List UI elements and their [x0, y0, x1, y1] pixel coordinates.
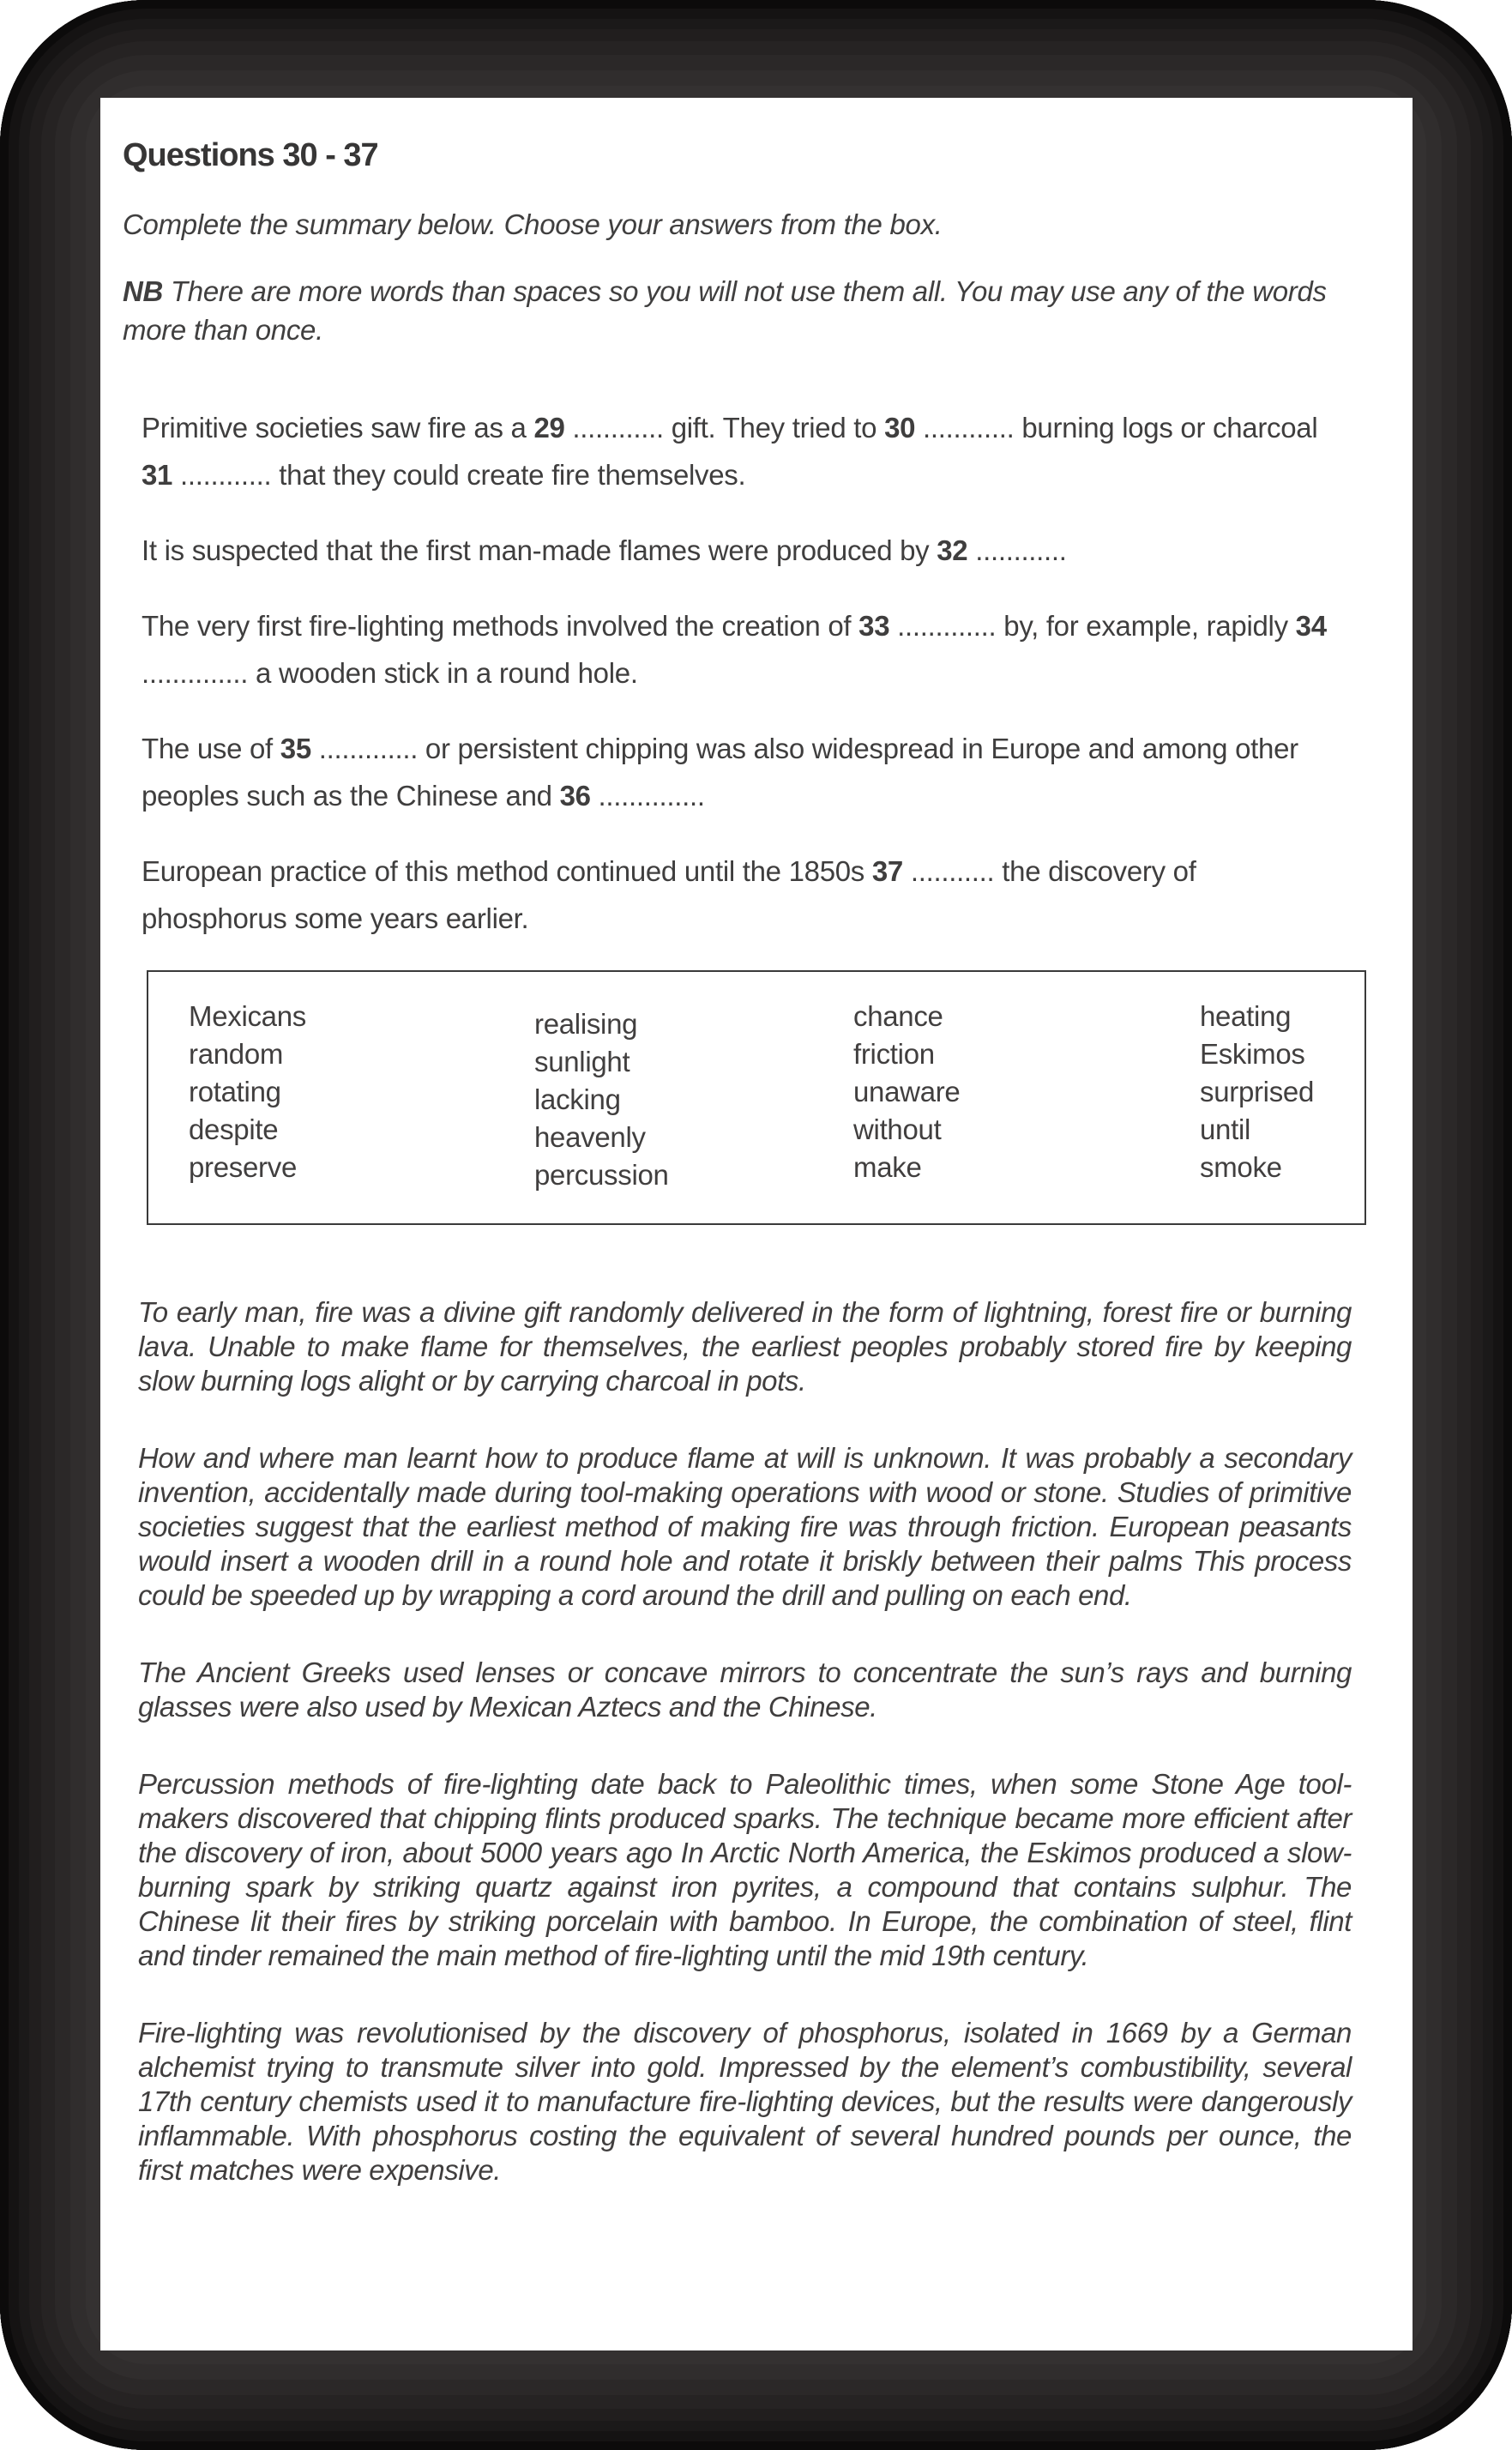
- word-bank-column: [534, 998, 853, 1194]
- summary-section: [142, 404, 1333, 942]
- word-bank-box: [147, 970, 1366, 1225]
- word-option: despite: [189, 1113, 279, 1145]
- reading-passage: [138, 1295, 1352, 2188]
- word-option: percussion: [534, 1159, 669, 1191]
- summary-paragraph: The very first fire-lighting methods involved the creation of 33 ............. by, for example, rapidly 34 .............. a wooden stick in a round hole.: [142, 610, 1327, 689]
- word-bank-column: [853, 998, 1200, 1194]
- word-option: heavenly: [534, 1121, 646, 1153]
- word-option: heating: [1200, 1000, 1292, 1032]
- instruction-text: Complete the summary below. Choose your answers from the box.: [123, 208, 943, 240]
- passage-paragraph: Fire-lighting was revolutionised by the discovery of phosphorus, isolated in 1669 by a German alchemist trying to transmute silver into gold. Impressed by the element’s combustibility, several 17th century chemists used it to manufacture fire-lighting devices, but the results were dangerously inflammable. With phosphorus costing the equivalent of several hundred pounds per ounce, the first matches were expensive.: [138, 2017, 1352, 2186]
- word-option: friction: [853, 1038, 935, 1070]
- word-option: realising: [534, 1008, 638, 1040]
- summary-paragraph: The use of 35 ............. or persistent chipping was also widespread in Europe and among other peoples such as the Chinese and 36 ..............: [142, 733, 1298, 812]
- word-option: until: [1200, 1113, 1251, 1145]
- nb-label: NB: [123, 275, 164, 307]
- nb-note: [123, 272, 1380, 349]
- word-bank-column: [189, 998, 534, 1194]
- word-option: surprised: [1200, 1076, 1315, 1107]
- word-option: unaware: [853, 1076, 961, 1107]
- word-option: sunlight: [534, 1046, 630, 1077]
- summary-paragraph: Primitive societies saw fire as a 29 ............ gift. They tried to 30 ............ burning logs or charcoal 31 ............ that they could create fire themselves.: [142, 412, 1318, 491]
- word-bank-column: [1200, 998, 1358, 1194]
- word-option: make: [853, 1151, 922, 1183]
- word-option: rotating: [189, 1076, 281, 1107]
- word-option: without: [853, 1113, 942, 1145]
- word-option: lacking: [534, 1083, 621, 1115]
- summary-paragraph: It is suspected that the first man-made flames were produced by 32 ............: [142, 534, 1067, 566]
- word-option: smoke: [1200, 1151, 1282, 1183]
- page-title: Questions 30 - 37: [123, 137, 378, 173]
- worksheet-page: [100, 98, 1413, 2350]
- summary-paragraph: European practice of this method continued until the 1850s 37 ........... the discovery of phosphorus some years earlier.: [142, 855, 1196, 934]
- nb-text: There are more words than spaces so you will not use them all. You may use any of the words more than once.: [123, 275, 1327, 346]
- passage-paragraph: The Ancient Greeks used lenses or concave mirrors to concentrate the sun’s rays and burning glasses were also used by Mexican Aztecs and the Chinese.: [138, 1656, 1352, 1723]
- word-option: chance: [853, 1000, 943, 1032]
- word-option: random: [189, 1038, 284, 1070]
- word-option: preserve: [189, 1151, 297, 1183]
- word-option: Mexicans: [189, 1000, 306, 1032]
- word-option: Eskimos: [1200, 1038, 1305, 1070]
- passage-paragraph: To early man, fire was a divine gift randomly delivered in the form of lightning, forest fire or burning lava. Unable to make flame for themselves, the earliest peoples probably stored fire by keeping slow burning logs alight or by carrying charcoal in pots.: [138, 1296, 1352, 1397]
- passage-paragraph: How and where man learnt how to produce flame at will is unknown. It was probably a secondary invention, accidentally made during tool-making operations with wood or stone. Studies of primitive societies suggest that the earliest method of making fire was through friction. European peasants would insert a wooden drill in a round hole and rotate it briskly between their palms This process could be speeded up by wrapping a cord around the drill and pulling on each end.: [138, 1442, 1352, 1611]
- passage-paragraph: Percussion methods of fire-lighting date back to Paleolithic times, when some Stone Age tool-makers discovered that chipping flints produced sparks. The technique became more efficient after the discovery of iron, about 5000 years ago In Arctic North America, the Eskimos produced a slow-burning spark by striking quartz against iron pyrites, a compound that contains sulphur. The Chinese lit their fires by striking porcelain with bamboo. In Europe, the combination of steel, flint and tinder remained the main method of fire-lighting until the mid 19th century.: [138, 1768, 1352, 1971]
